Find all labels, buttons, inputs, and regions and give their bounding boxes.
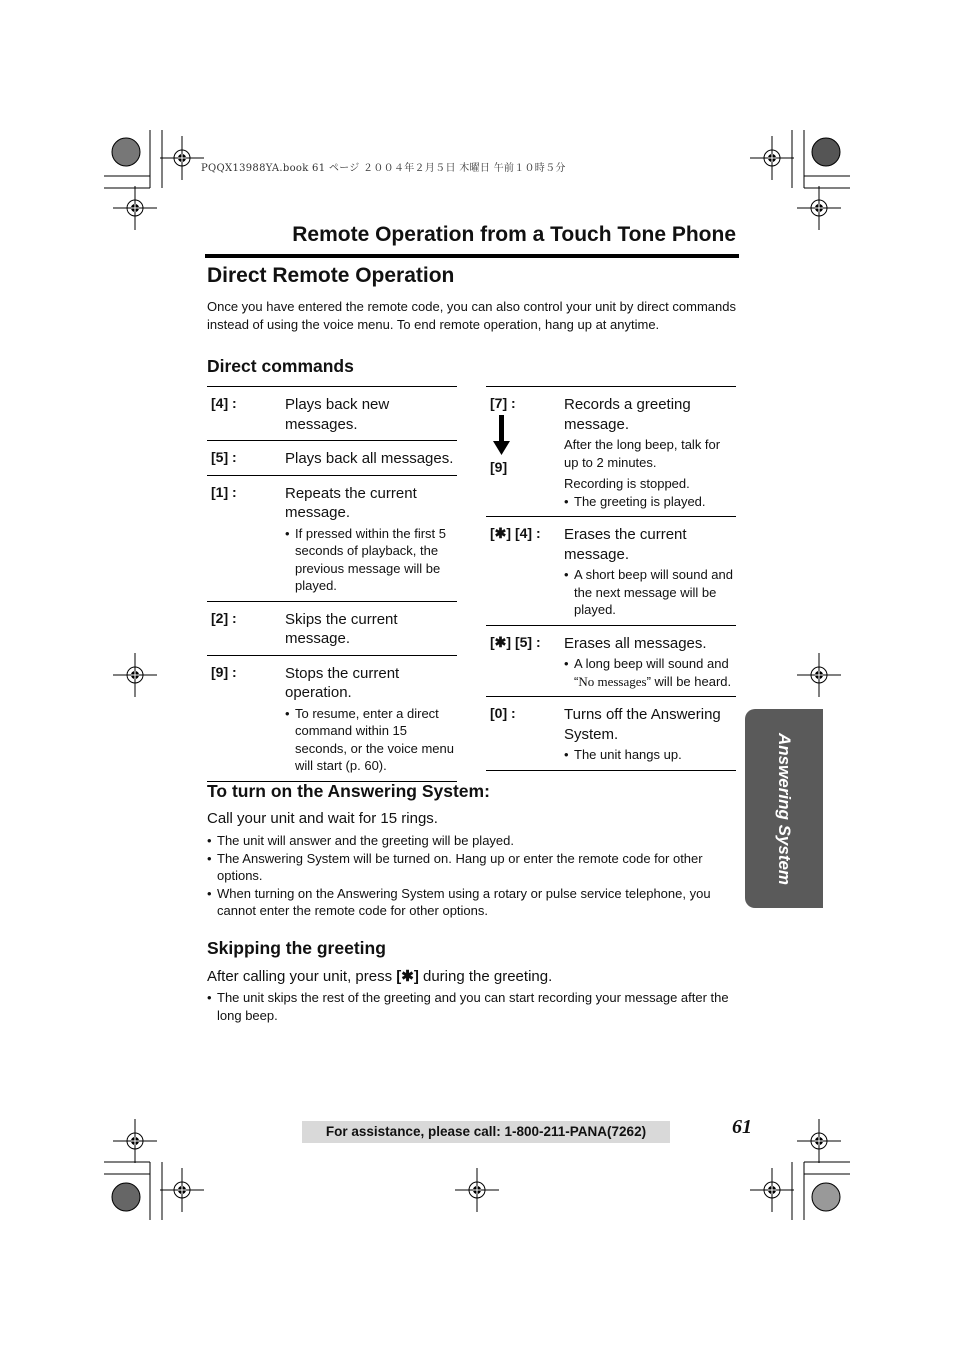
command-key: [✱] [5] : xyxy=(490,633,541,650)
command-row xyxy=(486,517,736,626)
record-keys xyxy=(486,387,564,517)
command-note: • To resume, enter a direct command within 15 seconds, or the voice menu will start (p. 60). xyxy=(285,705,454,773)
command-desc: Repeats the current message. xyxy=(285,484,417,521)
command-key: [0] : xyxy=(490,705,516,721)
color-target-icon xyxy=(812,1183,840,1211)
command-key: [5] : xyxy=(211,449,237,465)
command-key: [4] : xyxy=(211,395,237,411)
command-key: [✱] [4] : xyxy=(490,525,541,541)
command-desc: Stops the current operation. xyxy=(285,664,400,701)
title-rule xyxy=(205,254,739,258)
turn-on-heading: To turn on the Answering System: xyxy=(207,781,490,801)
command-desc: Erases all messages. xyxy=(564,634,707,652)
command-row xyxy=(207,601,457,655)
assistance-footer: For assistance, please call: 1-800-211-PANA(7262) xyxy=(302,1121,670,1143)
command-desc: Erases the current message. xyxy=(564,526,687,563)
command-key: [7] : xyxy=(490,395,516,411)
list-item: • The unit will answer and the greeting will be played. xyxy=(207,833,515,848)
command-desc: Plays back all messages. xyxy=(285,450,454,467)
direct-commands-heading: Direct commands xyxy=(207,356,354,376)
right-command-table xyxy=(486,386,736,771)
command-note: • The greeting is played. xyxy=(564,493,706,509)
side-tab-label: Answering System xyxy=(775,732,794,885)
command-key: [1] : xyxy=(211,483,237,500)
skipping-text: After calling your unit, press [✱] during the greeting. xyxy=(207,968,553,985)
skipping-bullets xyxy=(207,989,737,1024)
command-row xyxy=(207,387,457,441)
star-key: [✱] xyxy=(396,968,419,985)
command-desc: Records a greeting message. xyxy=(564,396,691,433)
list-item: • The unit skips the rest of the greeting and you can start recording your message after the long beep. xyxy=(207,990,729,1023)
skipping-heading: Skipping the greeting xyxy=(207,938,386,958)
record-detail: After the long beep, talk for up to 2 minutes. xyxy=(564,437,721,470)
side-tab xyxy=(745,709,823,908)
page-title: Direct Remote Operation xyxy=(207,264,455,287)
command-row xyxy=(207,475,457,601)
down-arrow-icon xyxy=(492,415,512,457)
command-note: • If pressed within the first 5 seconds of playback, the previous message will be played. xyxy=(285,525,447,593)
intro-text: Once you have entered the remote code, you can also control your unit by direct commands instead of using the voice menu. To end remote operation, hang up at anytime. xyxy=(207,299,736,332)
command-desc: Turns off the Answering System. xyxy=(564,706,721,743)
command-row xyxy=(486,387,736,517)
color-target-icon xyxy=(112,1183,140,1211)
left-command-table xyxy=(207,386,457,782)
command-row xyxy=(486,625,736,697)
section-title: Remote Operation from a Touch Tone Phone xyxy=(292,223,736,246)
command-note: • The unit hangs up. xyxy=(564,747,682,762)
page-number: 61 xyxy=(732,1116,752,1138)
command-key-end: [9] xyxy=(490,459,508,475)
command-key: [9] : xyxy=(211,663,237,680)
color-target-icon xyxy=(812,138,840,166)
list-item: • The Answering System will be turned on. Hang up or enter the remote code for other options. xyxy=(207,850,703,883)
list-item: • When turning on the Answering System using a rotary or pulse service telephone, you cannot enter the remote code for other options. xyxy=(207,885,711,918)
turn-on-bullets xyxy=(207,832,737,920)
voice-prompt-text: No messages xyxy=(578,673,647,689)
command-note: • A short beep will sound and the next message will be played. xyxy=(564,567,733,617)
command-row xyxy=(207,441,457,476)
command-note: • A long beep will sound and “No messages” will be heard. xyxy=(564,656,732,689)
command-desc: Plays back new messages. xyxy=(285,396,390,433)
color-target-icon xyxy=(112,138,140,166)
command-desc: Skips the current message. xyxy=(285,610,398,647)
file-header: PQQX13988YA.book 61 ページ ２００４年２月５日 木曜日 午前１０時５分 xyxy=(201,163,566,174)
record-stop-text: Recording is stopped. xyxy=(564,476,690,491)
turn-on-text: Call your unit and wait for 15 rings. xyxy=(207,810,438,827)
command-row xyxy=(207,655,457,781)
command-row xyxy=(486,697,736,771)
command-key: [2] : xyxy=(211,609,237,626)
